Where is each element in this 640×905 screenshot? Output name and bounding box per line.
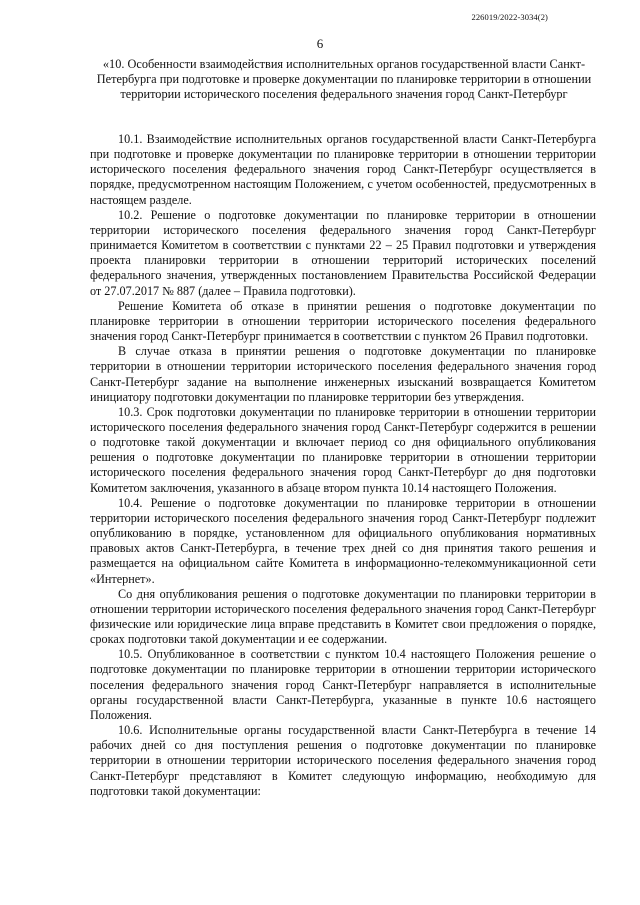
paragraph-refusal-decision: Решение Комитета об отказе в принятии решения о подготовке документации по планировке территории в отношении территории исторического поселения федерального значения город Санкт-Петербург принимается в соответствии с пунктом 26 Правил подготовки. xyxy=(90,298,596,344)
paragraph-10-4: 10.4. Решение о подготовке документации по планировке территории в отношении территории исторического поселения федерального значения город Санкт-Петербург подлежит опубликованию в порядке, установленном для официального опубликования нормативных правовых актов Санкт-Петербурга, в течение трех дней со дня принятия такого решения и размещается на официальном сайте Комитета в информационно-телекоммуникационной сети «Интернет». xyxy=(90,495,596,586)
paragraph-10-3: 10.3. Срок подготовки документации по планировке территории в отношении территории исторического поселения федерального значения город Санкт-Петербург содержится в решении о подготовке такой документации и включает период со дня официального опубликования решения о подготовке документации по планировке территории в отношении территории исторического поселения федерального значения город Санкт-Петербург до дня подготовки Комитетом заключения, указанного в абзаце втором пункта 10.14 настоящего Положения. xyxy=(90,404,596,495)
paragraph-10-5: 10.5. Опубликованное в соответствии с пунктом 10.4 настоящего Положения решение о подготовке документации по планировке территории в отношении территории исторического поселения федерального значения город Санкт-Петербург направляется в исполнительные органы государственной власти Санкт-Петербурга, указанные в пункте 10.6 настоящего Положения. xyxy=(90,647,596,722)
paragraph-proposals: Со дня опубликования решения о подготовке документации по планировки территории в отношении территории исторического поселения федерального значения город Санкт-Петербург физические или юридические лица вправе представить в Комитет свои предложения о порядке, сроках подготовки такой документации и ее содержании. xyxy=(90,586,596,647)
document-id: 226019/2022-3034(2) xyxy=(471,12,548,22)
paragraph-10-6: 10.6. Исполнительные органы государственной власти Санкт-Петербурга в течение 14 рабочих дней со дня поступления решения о подготовке документации по планировке территории в отношении территории исторического поселения федерального значения город Санкт-Петербург представляют в Комитет следующую информацию, необходимую для подготовки такой документации: xyxy=(90,723,596,798)
section-heading: «10. Особенности взаимодействия исполнительных органов государственной власти Санкт-Петербурга при подготовке и проверке документации по планировке территории в отношении территории исторического поселения федерального значения город Санкт-Петербург xyxy=(96,57,592,101)
document-body xyxy=(90,132,596,799)
paragraph-refusal-case: В случае отказа в принятии решения о подготовке документации по планировке территории в отношении территории исторического поселения федерального значения город Санкт-Петербург задание на выполнение инженерных изысканий возвращается Комитетом инициатору подготовки документации по планировке территории без утверждения. xyxy=(90,344,596,404)
page-number: 6 xyxy=(316,36,324,51)
paragraph-10-1: 10.1. Взаимодействие исполнительных органов государственной власти Санкт-Петербурга при подготовке и проверке документации по планировке территории в отношении территории исторического поселения федерального значения город Санкт-Петербург осуществляется в порядке, предусмотренном настоящим Положением, с учетом особенностей, предусмотренных в настоящем разделе. xyxy=(90,132,596,207)
paragraph-10-2: 10.2. Решение о подготовке документации по планировке территории в отношении территории исторического поселения федерального значения город Санкт-Петербург принимается Комитетом в соответствии с пунктами 22 – 25 Правил подготовки и утверждения проекта планировки территории в отношении территорий исторических поселений федерального значения, утвержденных постановлением Правительства Российской Федерации от 27.07.2017 № 887 (далее – Правила подготовки). xyxy=(90,207,596,298)
